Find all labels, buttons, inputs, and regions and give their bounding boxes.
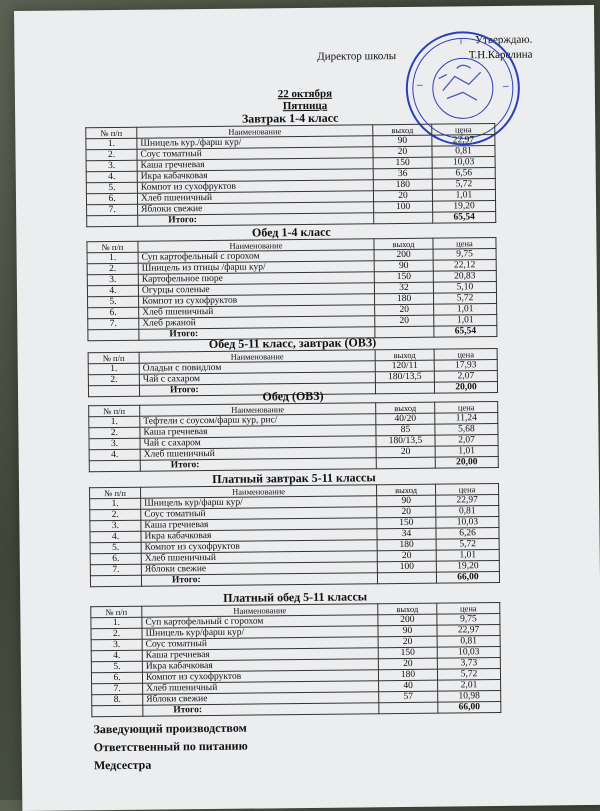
column-header-price: цена bbox=[437, 602, 500, 614]
cell-price: 9,75 bbox=[433, 249, 496, 261]
column-header-out: выход bbox=[373, 124, 432, 136]
column-header-price: цена bbox=[433, 238, 496, 250]
cell-out: 120/11 bbox=[375, 360, 434, 372]
cell-out: 85 bbox=[376, 424, 435, 436]
cell-out: 34 bbox=[377, 528, 436, 540]
menu-section bbox=[85, 110, 496, 227]
cell-number: 2. bbox=[87, 263, 138, 275]
cell-out: 20 bbox=[375, 304, 434, 316]
column-header-price: цена bbox=[432, 124, 495, 136]
cell-out: 20 bbox=[375, 315, 434, 327]
column-header-num: № п/п bbox=[91, 606, 142, 618]
cell-price: 0,81 bbox=[432, 146, 495, 158]
cell-price: 10,98 bbox=[438, 690, 501, 702]
total-value: 65,54 bbox=[434, 325, 497, 337]
cell-number: 5. bbox=[86, 182, 137, 194]
cell-number: 4. bbox=[91, 650, 142, 662]
cell-price: 22,97 bbox=[437, 624, 500, 636]
total-label: Итого: bbox=[138, 213, 374, 226]
cell-name: Соус томатный bbox=[141, 507, 377, 520]
cell-number: 3. bbox=[86, 160, 137, 172]
cell-name: Хлеб пшеничный bbox=[141, 551, 377, 564]
cell-number: 4. bbox=[87, 285, 138, 297]
menu-table bbox=[90, 602, 501, 717]
cell-out: 57 bbox=[379, 691, 438, 703]
cell-number: 2. bbox=[86, 149, 137, 161]
column-header-out: выход bbox=[378, 603, 437, 615]
menu-section bbox=[90, 589, 501, 717]
cell-number: 5. bbox=[88, 296, 139, 308]
cell-price: 1,01 bbox=[434, 303, 497, 315]
cell-number: 5. bbox=[91, 661, 142, 673]
cell-number: 1. bbox=[87, 252, 138, 264]
cell-name: Чай с сахаром bbox=[140, 436, 376, 449]
cell-name: Соус томатный bbox=[142, 637, 378, 650]
cell-name: Компот из сухофруктов bbox=[139, 294, 375, 307]
menu-table bbox=[88, 401, 499, 472]
total-value: 66,00 bbox=[438, 701, 501, 713]
total-spacer bbox=[376, 457, 435, 469]
cell-name: Каша гречневая bbox=[140, 425, 376, 438]
cell-price: 5,10 bbox=[433, 282, 496, 294]
cell-out: 20 bbox=[377, 506, 436, 518]
cell-name: Хлеб ржаной bbox=[139, 316, 375, 329]
cell-price: 2,07 bbox=[434, 370, 497, 382]
menu-weekday: Пятница bbox=[282, 99, 328, 113]
column-header-num: № п/п bbox=[87, 241, 138, 253]
cell-number: 4. bbox=[90, 531, 141, 543]
cell-out: 20 bbox=[377, 550, 436, 562]
cell-out: 40/20 bbox=[376, 413, 435, 425]
cell-out: 200 bbox=[374, 249, 433, 261]
total-label: Итого: bbox=[140, 458, 376, 471]
cell-name: Хлеб пшеничный bbox=[143, 681, 379, 694]
total-value: 20,00 bbox=[434, 381, 497, 393]
cell-number: 1. bbox=[86, 138, 137, 150]
cell-price: 10,03 bbox=[432, 157, 495, 169]
column-header-out: выход bbox=[374, 238, 433, 250]
total-spacer bbox=[90, 575, 141, 587]
section-title: Обед 5-11 класс, завтрак (ОВЗ) bbox=[208, 335, 377, 352]
section-title: Платный обед 5-11 классы bbox=[223, 589, 368, 605]
cell-name: Яблоки свежие bbox=[138, 202, 374, 215]
column-header-num: № п/п bbox=[89, 405, 140, 417]
cell-out: 20 bbox=[378, 658, 437, 670]
cell-name: Оладьи с повидлом bbox=[139, 361, 375, 374]
cell-number: 5. bbox=[90, 542, 141, 554]
cell-price: 2,07 bbox=[435, 434, 498, 446]
cell-out: 90 bbox=[374, 260, 433, 272]
cell-out: 150 bbox=[378, 647, 437, 659]
menu-section bbox=[89, 470, 500, 587]
cell-number: 1. bbox=[89, 416, 140, 428]
total-value: 66,00 bbox=[436, 571, 499, 583]
cell-number: 4. bbox=[86, 171, 137, 183]
cell-name: Шницель кур/фарш кур/ bbox=[142, 626, 378, 639]
menu-table bbox=[86, 237, 497, 341]
signature-nutrition-responsible: Ответственный по питанию bbox=[93, 738, 248, 755]
cell-name: Суп картофельный с горохом bbox=[142, 615, 378, 628]
cell-out: 150 bbox=[374, 271, 433, 283]
cell-price: 0,81 bbox=[437, 635, 500, 647]
cell-out: 180/13,5 bbox=[376, 435, 435, 447]
cell-out: 20 bbox=[378, 636, 437, 648]
menu-table bbox=[85, 123, 496, 227]
cell-number: 6. bbox=[88, 307, 139, 319]
cell-out: 200 bbox=[378, 614, 437, 626]
cell-number: 7. bbox=[90, 564, 141, 576]
cell-number: 3. bbox=[87, 274, 138, 286]
cell-name: Тефтели с соусом/фарш кур, рис/ bbox=[140, 414, 376, 427]
cell-number: 6. bbox=[90, 553, 141, 565]
section-title: Обед 1-4 класс bbox=[251, 224, 331, 240]
cell-number: 1. bbox=[91, 617, 142, 629]
cell-price: 5,72 bbox=[436, 538, 499, 550]
cell-name: Каша гречневая bbox=[142, 648, 378, 661]
cell-name: Яблоки свежие bbox=[141, 562, 377, 575]
cell-out: 90 bbox=[377, 495, 436, 507]
cell-price: 22,97 bbox=[432, 135, 495, 147]
cell-name: Шницель кур./фарш кур/ bbox=[137, 136, 373, 149]
cell-name: Каша гречневая bbox=[141, 518, 377, 531]
cell-price: 10,03 bbox=[437, 646, 500, 658]
cell-number: 3. bbox=[90, 520, 141, 532]
cell-name: Шницель кур/фарш кур/ bbox=[141, 496, 377, 509]
cell-out: 100 bbox=[374, 201, 433, 213]
cell-price: 1,01 bbox=[436, 549, 499, 561]
cell-name: Шницель из птицы /фарш кур/ bbox=[138, 261, 374, 274]
cell-name: Компот из сухофруктов bbox=[137, 180, 373, 193]
cell-out: 20 bbox=[373, 190, 432, 202]
cell-number: 4. bbox=[89, 449, 140, 461]
cell-price: 22,97 bbox=[436, 494, 499, 506]
cell-price: 19,20 bbox=[436, 560, 499, 572]
cell-name: Каша гречневая bbox=[137, 158, 373, 171]
cell-out: 150 bbox=[373, 157, 432, 169]
section-title: Завтрак 1-4 класс bbox=[241, 110, 339, 126]
cell-name: Хлеб пшеничный bbox=[140, 447, 376, 460]
cell-price: 9,75 bbox=[437, 613, 500, 625]
cell-out: 150 bbox=[377, 517, 436, 529]
cell-out: 32 bbox=[374, 282, 433, 294]
column-header-out: выход bbox=[376, 402, 435, 414]
cell-number: 7. bbox=[88, 318, 139, 330]
signature-nurse: Медсестра bbox=[93, 757, 152, 773]
cell-price: 1,01 bbox=[432, 190, 495, 202]
menu-sheet bbox=[14, 5, 600, 811]
cell-out: 180 bbox=[374, 293, 433, 305]
column-header-price: цена bbox=[435, 483, 498, 495]
cell-price: 2,01 bbox=[438, 679, 501, 691]
cell-out: 90 bbox=[378, 625, 437, 637]
total-label: Итого: bbox=[139, 383, 375, 396]
total-spacer bbox=[92, 705, 143, 717]
cell-number: 1. bbox=[90, 498, 141, 510]
cell-price: 0,81 bbox=[436, 505, 499, 517]
cell-price: 5,72 bbox=[432, 179, 495, 191]
cell-price: 22,12 bbox=[433, 260, 496, 272]
menu-section bbox=[86, 224, 497, 341]
menu-table bbox=[89, 483, 500, 587]
cell-name: Хлеб пшеничный bbox=[137, 191, 373, 204]
signatures bbox=[93, 719, 248, 775]
cell-price: 3,73 bbox=[437, 657, 500, 669]
column-header-out: выход bbox=[376, 484, 435, 496]
cell-name: Чай с сахаром bbox=[139, 372, 375, 385]
cell-out: 180 bbox=[373, 179, 432, 191]
cell-price: 5,72 bbox=[433, 292, 496, 304]
cell-name: Хлеб пшеничный bbox=[139, 305, 375, 318]
cell-price: 10,03 bbox=[436, 516, 499, 528]
cell-number: 3. bbox=[89, 438, 140, 450]
cell-number: 7. bbox=[87, 204, 138, 216]
column-header-name: Наименование bbox=[138, 239, 374, 252]
cell-number: 2. bbox=[89, 427, 140, 439]
cell-number: 2. bbox=[88, 374, 139, 386]
signature-production-head: Заведующий производством bbox=[93, 720, 247, 737]
cell-out: 90 bbox=[373, 135, 432, 147]
cell-name: Компот из сухофруктов bbox=[142, 670, 378, 683]
cell-number: 2. bbox=[91, 628, 142, 640]
menu-date: 22 октября bbox=[277, 87, 333, 101]
cell-number: 7. bbox=[92, 683, 143, 695]
column-header-name: Наименование bbox=[137, 125, 373, 138]
cell-price: 19,20 bbox=[433, 201, 496, 213]
cell-out: 180 bbox=[378, 669, 437, 681]
column-header-name: Наименование bbox=[140, 403, 376, 416]
approve-text: Утверждаю. bbox=[475, 33, 533, 47]
cell-out: 180/13,5 bbox=[375, 371, 434, 383]
cell-name: Икра кабачковая bbox=[142, 659, 378, 672]
cell-out: 36 bbox=[373, 168, 432, 180]
cell-price: 6,56 bbox=[432, 168, 495, 180]
cell-name: Огурцы соленые bbox=[138, 283, 374, 296]
total-label: Итого: bbox=[143, 703, 379, 716]
column-header-num: № п/п bbox=[90, 487, 141, 499]
cell-name: Икра кабачковая bbox=[137, 169, 373, 182]
column-header-name: Наименование bbox=[139, 350, 375, 363]
column-header-name: Наименование bbox=[142, 604, 378, 617]
total-label: Итого: bbox=[139, 327, 375, 340]
total-value: 65,54 bbox=[433, 212, 496, 224]
cell-out: 20 bbox=[376, 446, 435, 458]
column-header-name: Наименование bbox=[141, 485, 377, 498]
column-header-price: цена bbox=[434, 348, 497, 360]
section-title: Платный завтрак 5-11 классы bbox=[212, 470, 376, 486]
cell-name: Суп картофельный с горохом bbox=[138, 250, 374, 263]
cell-price: 20,83 bbox=[433, 271, 496, 283]
cell-price: 5,72 bbox=[437, 668, 500, 680]
cell-number: 1. bbox=[88, 363, 139, 375]
total-value: 20,00 bbox=[435, 456, 498, 468]
cell-price: 6,26 bbox=[436, 527, 499, 539]
director-label: Директор школы bbox=[317, 50, 397, 63]
column-header-out: выход bbox=[375, 349, 434, 361]
menu-section bbox=[88, 388, 499, 472]
column-header-num: № п/п bbox=[86, 127, 137, 139]
total-label: Итого: bbox=[141, 573, 377, 586]
cell-name: Икра кабачковая bbox=[141, 529, 377, 542]
cell-price: 11,24 bbox=[435, 412, 498, 424]
cell-out: 20 bbox=[373, 146, 432, 158]
cell-price: 17,93 bbox=[434, 359, 497, 371]
total-spacer bbox=[87, 215, 138, 227]
cell-name: Соус томатный bbox=[137, 147, 373, 160]
cell-number: 6. bbox=[86, 193, 137, 205]
column-header-price: цена bbox=[435, 401, 498, 413]
total-spacer bbox=[89, 460, 140, 472]
cell-out: 100 bbox=[377, 561, 436, 573]
cell-price: 5,68 bbox=[435, 423, 498, 435]
cell-price: 1,01 bbox=[435, 445, 498, 457]
section-title: Обед (ОВЗ) bbox=[262, 388, 324, 404]
cell-number: 8. bbox=[92, 694, 143, 706]
cell-number: 3. bbox=[91, 639, 142, 651]
total-spacer bbox=[379, 702, 438, 714]
total-spacer bbox=[377, 572, 436, 584]
cell-out: 180 bbox=[377, 539, 436, 551]
cell-name: Яблоки свежие bbox=[143, 692, 379, 705]
director-name: Т.Н.Карелина bbox=[468, 48, 533, 62]
cell-price: 1,01 bbox=[434, 314, 497, 326]
cell-number: 6. bbox=[91, 672, 142, 684]
column-header-num: № п/п bbox=[88, 352, 139, 364]
total-spacer bbox=[374, 212, 433, 224]
cell-name: Картофельное пюре bbox=[138, 272, 374, 285]
cell-out: 40 bbox=[379, 680, 438, 692]
cell-number: 2. bbox=[90, 509, 141, 521]
cell-name: Компот из сухофруктов bbox=[141, 540, 377, 553]
